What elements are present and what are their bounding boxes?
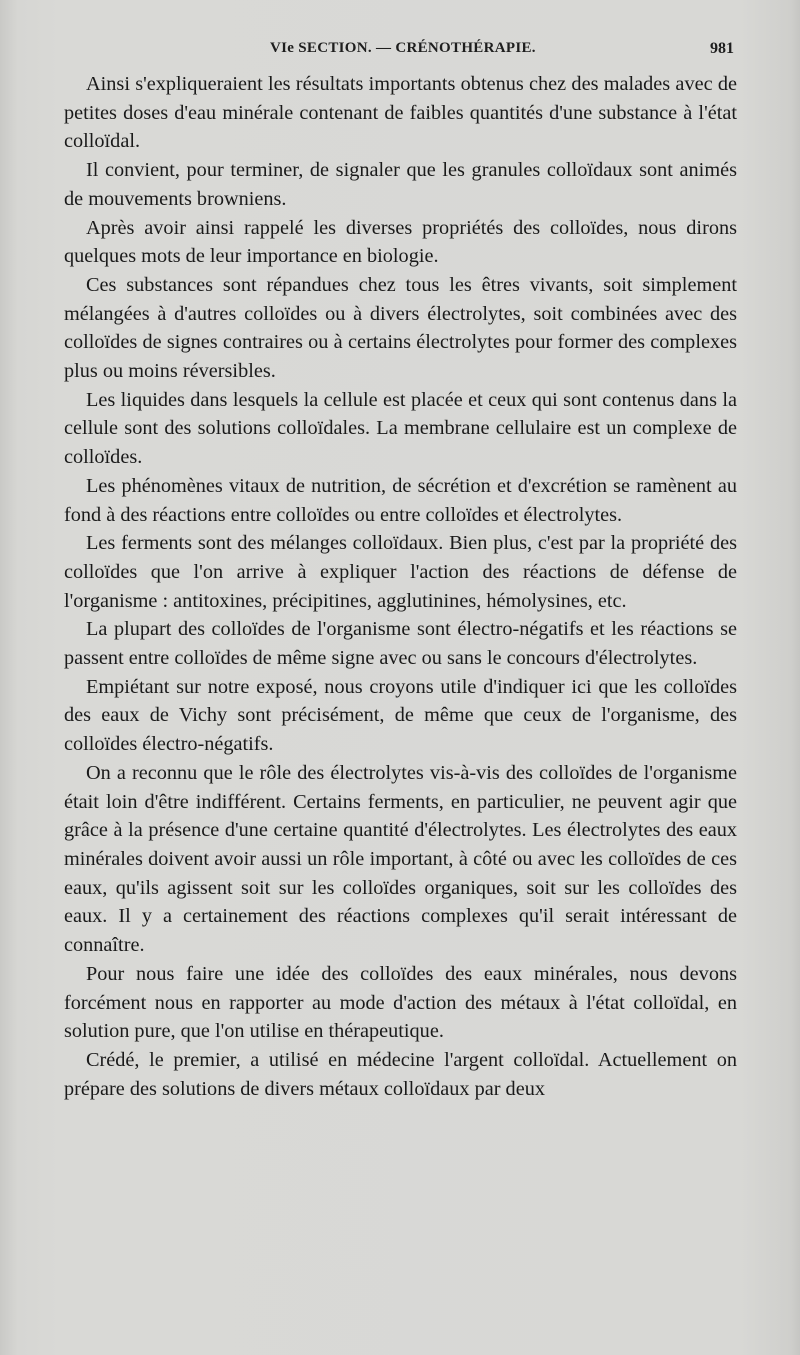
paragraph: Les ferments sont des mélanges colloïdaux. Bien plus, c'est par la propriété des colloïdes que l'on arrive à expliquer l'action des réactions de défense de l'organisme : antitoxines, précipitines, agglutinines, hémolysines, etc. <box>64 532 737 612</box>
paragraph: Crédé, le premier, a utilisé en médecine l'argent colloïdal. Actuellement on prépare des solutions de divers métaux colloïdaux par deux <box>64 1048 737 1100</box>
paragraph: Pour nous faire une idée des colloïdes des eaux minérales, nous devons forcément nous en rapporter au mode d'action des métaux à l'état colloïdal, en solution pure, que l'on utilise en thérapeutique. <box>64 962 737 1043</box>
page-number: 981 <box>710 40 734 57</box>
body-text <box>64 70 737 1103</box>
paragraph: Les liquides dans lesquels la cellule est placée et ceux qui sont contenus dans la cellule sont des solutions colloïdales. La membrane cellulaire est un complexe de colloïdes. <box>64 388 737 469</box>
paragraph: On a reconnu que le rôle des électrolytes vis-à-vis des colloïdes de l'organisme était loin d'être indifférent. Certains ferments, en particulier, ne peuvent agir que grâce à la présence d'une certaine quantité d'électrolytes. Les électrolytes des eaux minérales doivent avoir aussi un rôle important, à côté ou avec les colloïdes de ces eaux, qu'ils agissent soit sur les colloïdes organiques, soit sur les colloïdes des eaux. Il y a certainement des réactions complexes qu'il serait intéressant de connaître. <box>64 761 737 957</box>
paragraph: Ces substances sont répandues chez tous les êtres vivants, soit simplement mélangées à d'autres colloïdes ou à divers électrolytes, soit combinées avec des colloïdes de signes contraires ou à certains électrolytes pour former des complexes plus ou moins réversibles. <box>64 273 737 383</box>
running-head: VIe SECTION. — CRÉNOTHÉRAPIE. <box>270 40 536 56</box>
paragraph: La plupart des colloïdes de l'organisme sont électro-négatifs et les réactions se passent entre colloïdes de même signe avec ou sans le concours d'électrolytes. <box>64 618 737 670</box>
paragraph: Ainsi s'expliqueraient les résultats importants obtenus chez des malades avec de petites doses d'eau minérale contenant de faibles quantités d'une substance à l'état colloïdal. <box>64 73 737 153</box>
paragraph: Après avoir ainsi rappelé les diverses propriétés des colloïdes, nous dirons quelques mots de leur importance en biologie. <box>64 216 737 268</box>
page-header <box>0 40 800 70</box>
paragraph: Les phénomènes vitaux de nutrition, de sécrétion et d'excrétion se ramènent au fond à des réactions entre colloïdes ou entre colloïdes et électrolytes. <box>64 474 737 526</box>
paragraph: Il convient, pour terminer, de signaler que les granules colloïdaux sont animés de mouvements browniens. <box>64 159 737 210</box>
paragraph: Empiétant sur notre exposé, nous croyons utile d'indiquer ici que les colloïdes des eaux de Vichy sont précisément, de même que ceux de l'organisme, des colloïdes électro-négatifs. <box>64 675 737 756</box>
